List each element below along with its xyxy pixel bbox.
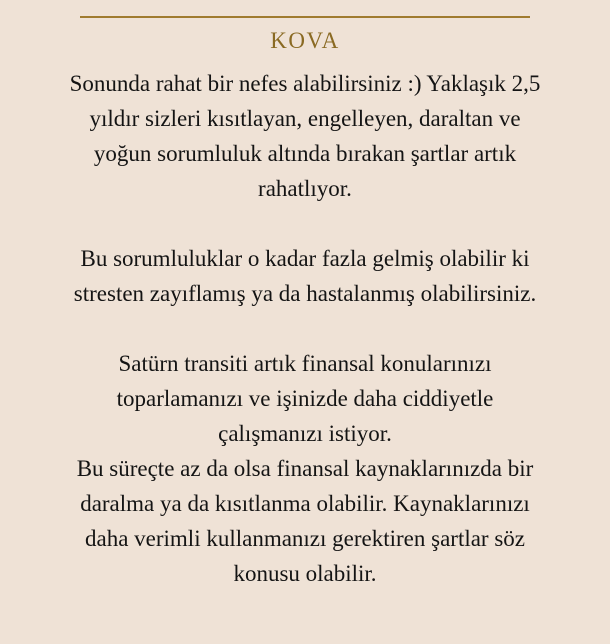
text-line: Sonunda rahat bir nefes alabilirsiniz :) Yaklaşık 2,5	[69, 71, 541, 96]
text-line: yıldır sizleri kısıtlayan, engelleyen, daraltan ve	[89, 106, 521, 131]
text-line: rahatlıyor.	[258, 176, 352, 201]
section-heading: KOVA	[270, 28, 340, 53]
text-line: daha verimli kullanmanızı gerektiren şartlar söz	[84, 526, 526, 551]
text-line: Bu süreçte az da olsa finansal kaynaklarınızda bir	[76, 456, 534, 481]
text-line: çalışmanızı istiyor.	[218, 421, 392, 446]
text-line: Bu sorumluluklar o kadar fazla gelmiş olabilir ki	[80, 246, 530, 271]
text-line: konusu olabilir.	[233, 561, 377, 586]
text-line: yoğun sorumluluk altında bırakan şartlar artık	[93, 141, 517, 166]
paragraph	[0, 346, 610, 591]
text-line: stresten zayıflamış ya da hastalanmış olabilirsiniz.	[73, 281, 537, 306]
paragraph	[0, 241, 610, 311]
text-line: daralma ya da kısıtlanma olabilir. Kaynaklarınızı	[80, 491, 530, 516]
text-line: Satürn transiti artık finansal konularınızı	[118, 351, 492, 376]
text-line: toparlamanızı ve işinizde daha ciddiyetle	[116, 386, 494, 411]
paragraph	[0, 66, 610, 206]
body-text	[0, 66, 610, 591]
top-divider	[80, 16, 530, 18]
paragraph-spacer	[0, 206, 610, 241]
paragraph-spacer	[0, 311, 610, 346]
